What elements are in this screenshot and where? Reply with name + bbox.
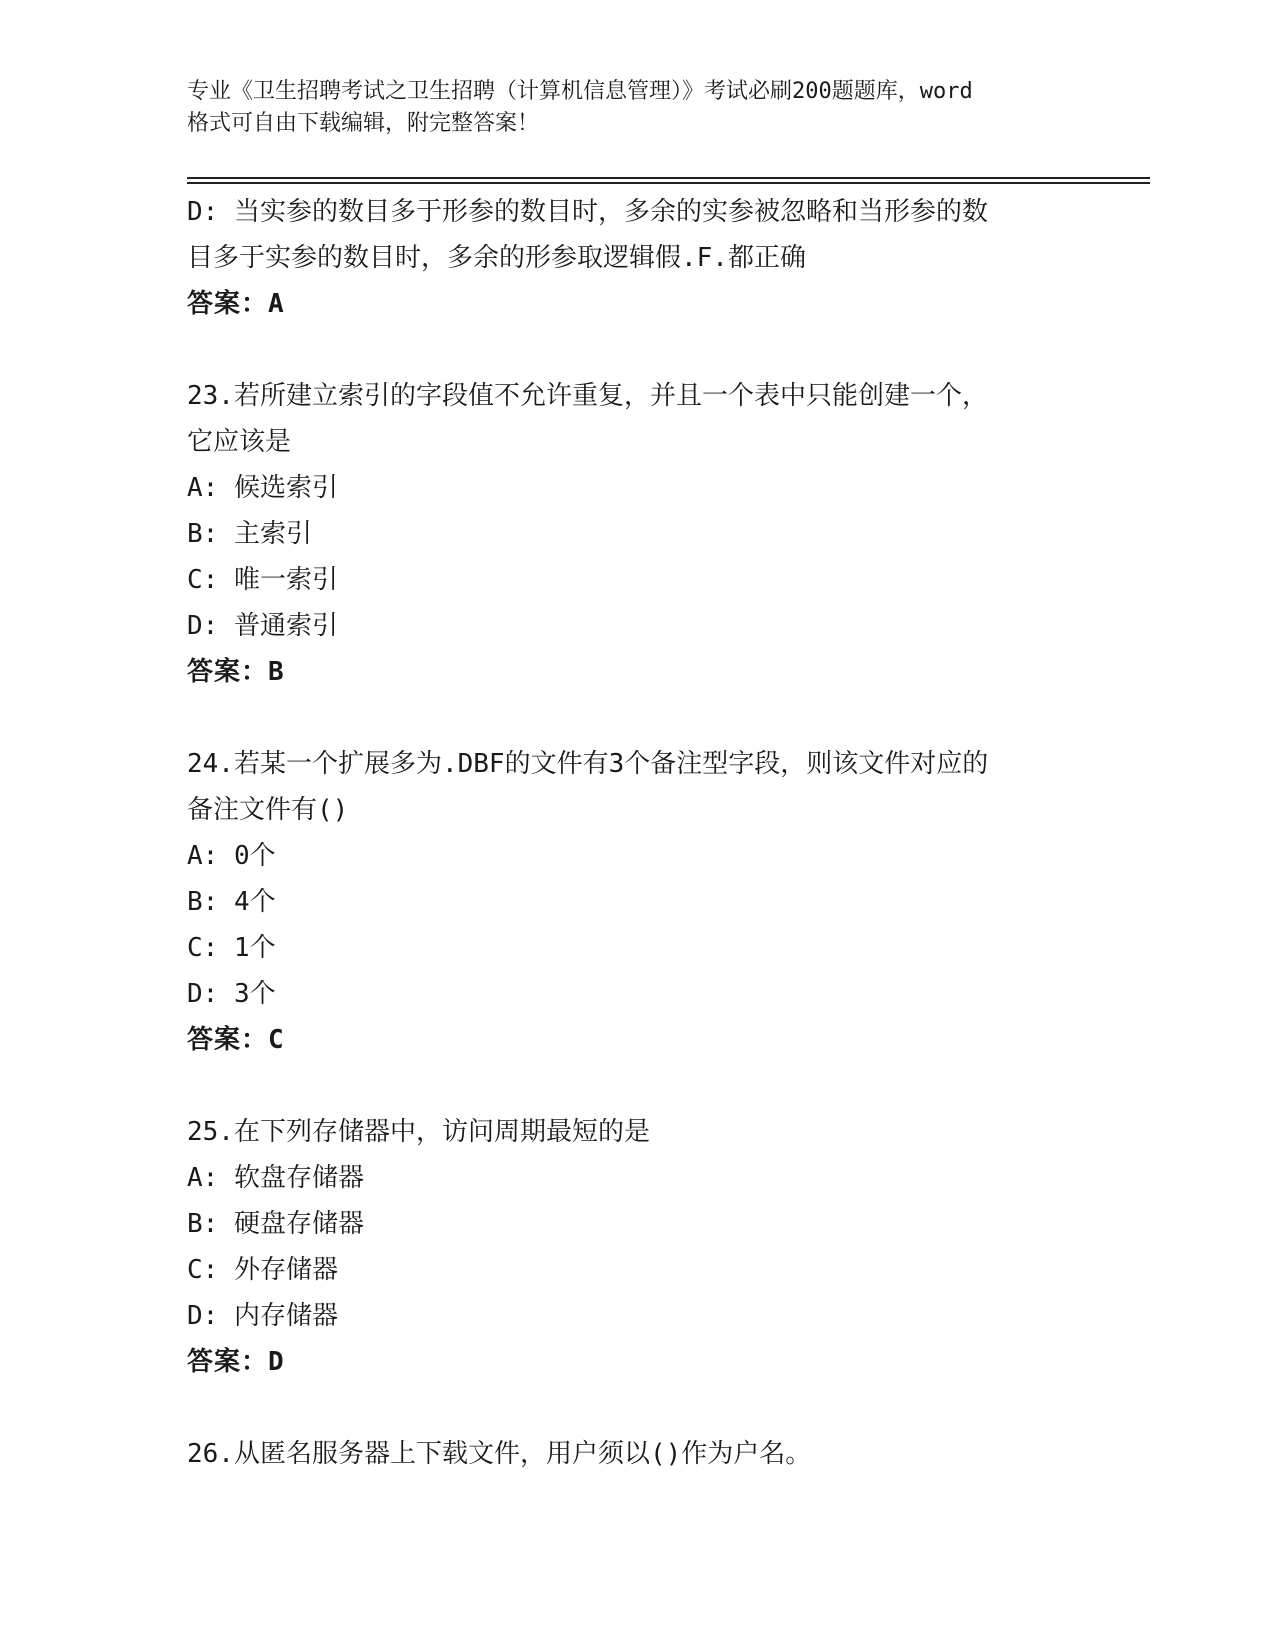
question-text: 23.若所建立索引的字段值不允许重复，并且一个表中只能创建一个， [187,381,988,411]
option-a: A: 候选索引 [187,473,338,503]
question-text: 26.从匿名服务器上下载文件，用户须以()作为户名。 [187,1439,812,1469]
option-d: D: 普通索引 [187,611,338,641]
option-d-continued: 目多于实参的数目时，多余的形参取逻辑假.F.都正确 [187,243,806,273]
question-23 [187,374,1087,696]
option-c: C: 唯一索引 [187,565,338,595]
question-25 [187,1110,1087,1386]
answer: 答案：D [187,1347,285,1377]
header-line-2: 格式可自由下载编辑，附完整答案！ [187,111,540,136]
option-c: C: 1个 [187,933,276,963]
header-divider-bottom [187,182,1150,184]
question-list [187,190,1087,1478]
option-a: A: 0个 [187,841,276,871]
option-d: D: 当实参的数目多于形参的数目时，多余的实参被忽略和当形参的数 [187,197,988,227]
answer: 答案：B [187,657,285,687]
option-d: D: 内存储器 [187,1301,338,1331]
header-line-1: 专业《卫生招聘考试之卫生招聘（计算机信息管理）》考试必刷200题题库，word [187,79,973,104]
header-divider-top [187,177,1150,179]
question-text-continued: 备注文件有() [187,795,349,825]
option-c: C: 外存储器 [187,1255,338,1285]
option-d: D: 3个 [187,979,276,1009]
option-a: A: 软盘存储器 [187,1163,364,1193]
document-header [187,76,1087,140]
option-b: B: 主索引 [187,519,312,549]
question-text: 25.在下列存储器中，访问周期最短的是 [187,1117,650,1147]
question-26 [187,1432,1087,1478]
option-b: B: 4个 [187,887,276,917]
option-b: B: 硬盘存储器 [187,1209,364,1239]
question-text-continued: 它应该是 [187,427,292,457]
answer: 答案：C [187,1025,285,1055]
question-text: 24.若某一个扩展多为.DBF的文件有3个备注型字段，则该文件对应的 [187,749,989,779]
answer: 答案：A [187,289,285,319]
question-24 [187,742,1087,1064]
